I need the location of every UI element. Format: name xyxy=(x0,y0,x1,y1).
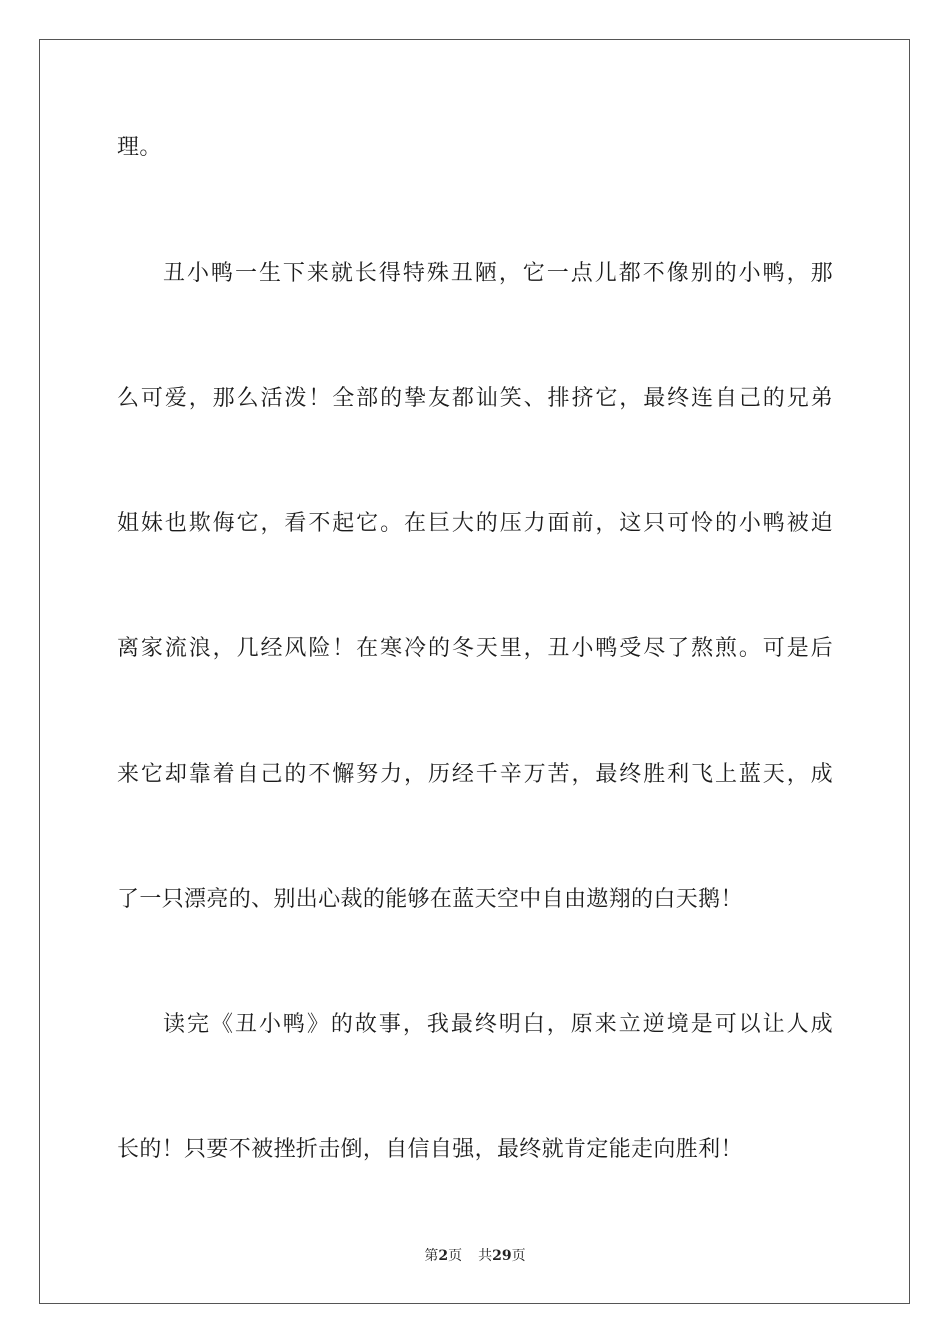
text-line: 理。 xyxy=(117,135,162,160)
text-line: 了一只漂亮的、别出心裁的能够在蓝天空中自由遨翔的白天鹅！ xyxy=(117,887,743,912)
text-line: 么可爱，那么活泼！全部的挚友都讪笑、排挤它，最终连自己的兄弟 xyxy=(117,386,833,411)
text-line: 离家流浪，几经风险！在寒冷的冬天里，丑小鸭受尽了熬煎。可是后 xyxy=(117,636,833,661)
paragraph-first-line: 读完《丑小鸭》的故事，我最终明白，原来立逆境是可以让人成 xyxy=(163,1012,833,1037)
page-footer xyxy=(0,1246,950,1266)
current-page-number: 2 xyxy=(438,1248,449,1264)
total-label-unit: 页 xyxy=(511,1248,526,1264)
total-page-count: 29 xyxy=(492,1248,512,1264)
page-border xyxy=(39,39,910,1304)
total-label-prefix: 共 xyxy=(478,1248,493,1264)
page-label-unit: 页 xyxy=(448,1248,463,1264)
text-line: 来它却靠着自己的不懈努力，历经千辛万苦，最终胜利飞上蓝天，成 xyxy=(117,762,833,787)
text-line: 长的！只要不被挫折击倒，自信自强，最终就肯定能走向胜利！ xyxy=(117,1137,743,1162)
page-label-prefix: 第 xyxy=(424,1248,439,1264)
paragraph-first-line: 丑小鸭一生下来就长得特殊丑陋，它一点儿都不像别的小鸭，那 xyxy=(163,261,833,286)
text-line: 姐妹也欺侮它，看不起它。在巨大的压力面前，这只可怜的小鸭被迫 xyxy=(117,511,833,536)
